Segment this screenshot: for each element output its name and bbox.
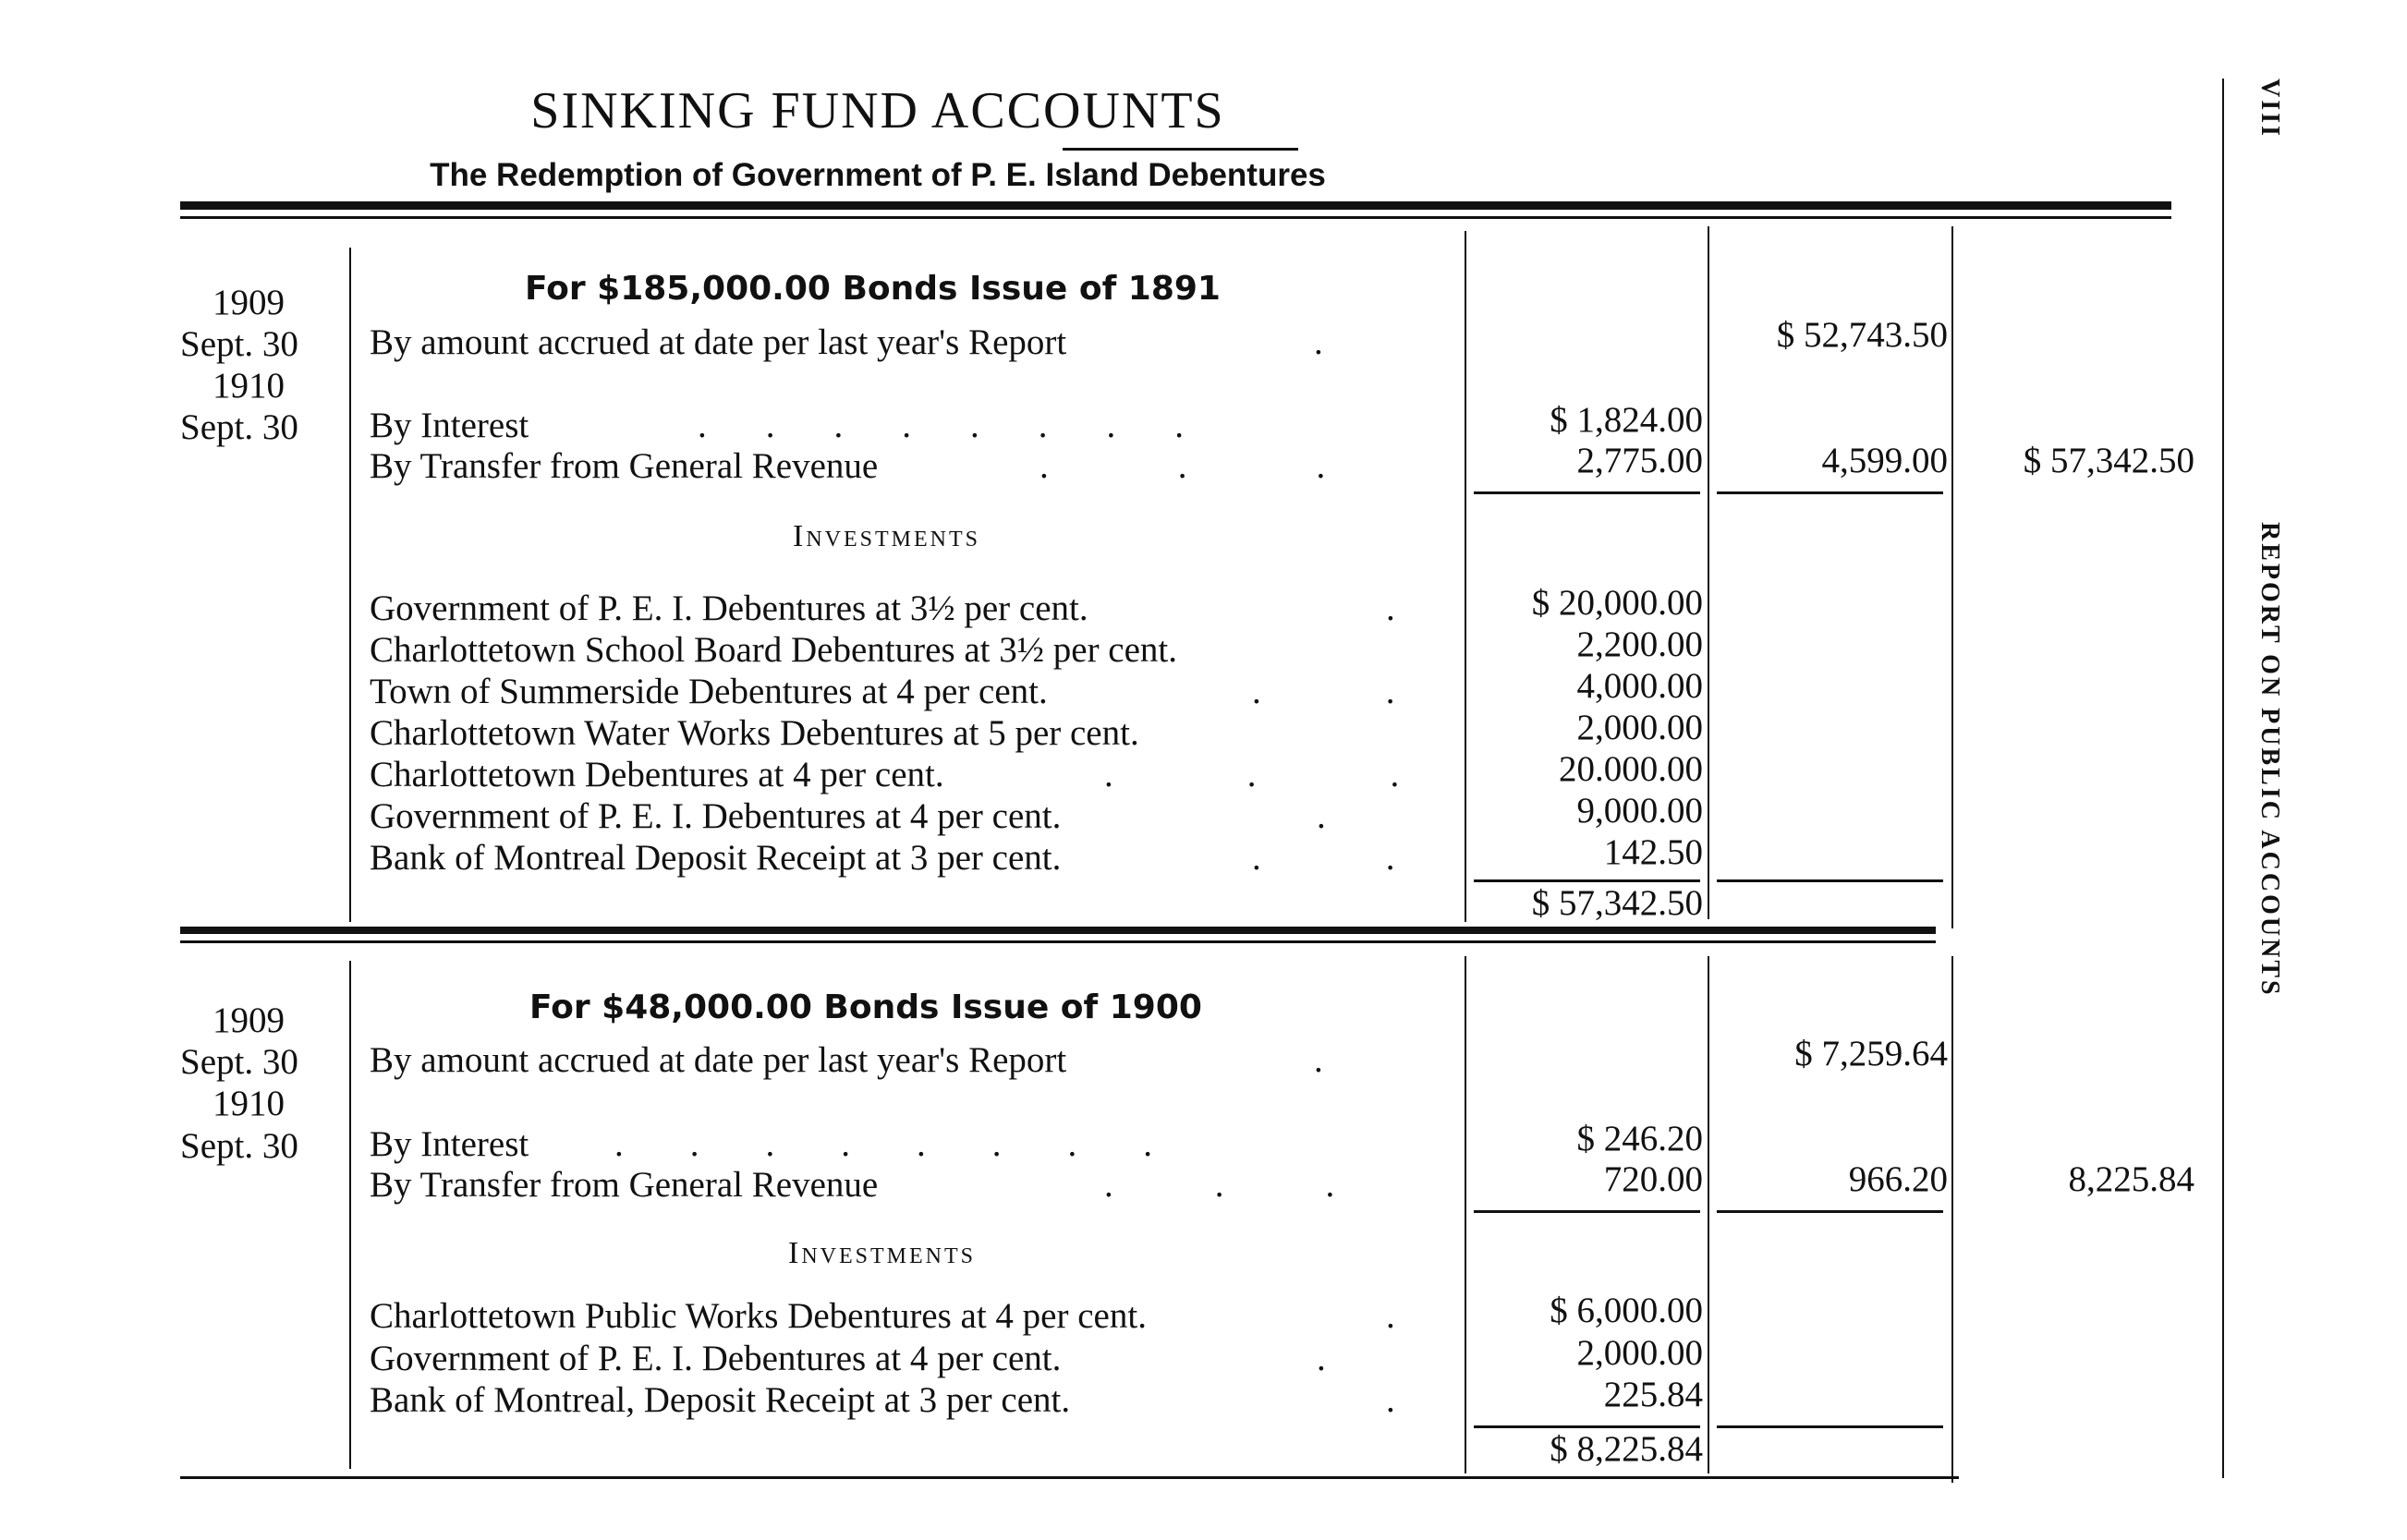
investments-heading: Investments	[793, 519, 980, 553]
leader-dots: .	[1317, 796, 1326, 836]
investments-total: $ 57,342.50	[1531, 883, 1703, 923]
top-thick-rule	[180, 201, 2171, 210]
accrued-label: By amount accrued at date per last year's Report	[370, 322, 1067, 362]
investment-item: Government of P. E. I. Debentures at 4 per cent.	[370, 1339, 1062, 1378]
leader-dots: ...	[1039, 446, 1455, 486]
leader-dots: .	[1317, 1339, 1326, 1378]
year-label: 1910	[213, 366, 285, 406]
investments-total: $ 8,225.84	[1550, 1429, 1703, 1469]
investment-item: Charlottetown School Board Debentures at 3½ per cent.	[370, 630, 1178, 670]
investment-item: Charlottetown Public Works Debentures at 4 per cent.	[370, 1296, 1147, 1336]
subtotal-amount: 966.20	[1848, 1159, 1948, 1199]
investment-amount: 225.84	[1603, 1375, 1703, 1414]
investment-item: Government of P. E. I. Debentures at 3½ per cent.	[370, 588, 1088, 628]
investment-amount: $ 6,000.00	[1550, 1291, 1703, 1330]
date-label: Sept. 30	[180, 1042, 298, 1082]
leader-dots: ..	[1252, 672, 1520, 711]
investment-amount: 2,000.00	[1576, 1333, 1703, 1373]
total-column-rule	[1951, 956, 1953, 1483]
margin-rule	[2222, 79, 2224, 1478]
investment-item: Government of P. E. I. Debentures at 4 per cent.	[370, 796, 1062, 836]
sum-rule	[1474, 491, 1700, 494]
page-subtitle: The Redemption of Government of P. E. Island Debentures	[430, 157, 1326, 193]
year-label: 1909	[213, 283, 285, 322]
accrued-amount: $ 52,743.50	[1776, 315, 1948, 355]
accrued-label: By amount accrued at date per last year's Report	[370, 1040, 1067, 1080]
sum-rule	[1717, 879, 1943, 882]
transfer-amount: 720.00	[1603, 1159, 1703, 1199]
leader-dots: .	[1314, 322, 1323, 362]
leader-dots: ........	[614, 1124, 1219, 1164]
leader-dots: .	[1386, 1380, 1395, 1420]
year-label: 1910	[213, 1084, 285, 1123]
date-label: Sept. 30	[180, 407, 298, 447]
investment-item: Charlottetown Water Works Debentures at 5 per cent.	[370, 713, 1139, 753]
leader-dots: .	[1314, 1040, 1323, 1080]
total-column-rule	[1951, 226, 1953, 928]
total-amount: 8,225.84	[2068, 1159, 2194, 1199]
leader-dots: ...	[1104, 755, 1534, 794]
date-column-rule	[349, 961, 351, 1469]
investment-item: Charlottetown Debentures at 4 per cent.	[370, 755, 944, 794]
detail-column-rule	[1465, 231, 1466, 922]
page-number: VIII	[2255, 79, 2284, 139]
interest-amount: $ 1,824.00	[1550, 400, 1703, 440]
leader-dots: ........	[698, 406, 1243, 445]
interest-label: By Interest	[370, 406, 529, 445]
investment-amount: 142.50	[1603, 832, 1703, 872]
investment-amount: 2,000.00	[1576, 708, 1703, 747]
interest-label: By Interest	[370, 1124, 529, 1164]
leader-dots: .	[1386, 1296, 1395, 1336]
date-column-rule	[349, 248, 351, 922]
investment-amount: 2,200.00	[1576, 624, 1703, 664]
title-underline	[1063, 148, 1298, 151]
subtotal-column-rule	[1708, 226, 1709, 919]
sum-rule	[1717, 491, 1943, 494]
investments-heading: Investments	[788, 1236, 976, 1270]
leader-dots: ..	[1252, 838, 1520, 878]
transfer-label: By Transfer from General Revenue	[370, 446, 879, 486]
subtotal-amount: 4,599.00	[1821, 441, 1948, 480]
investment-item: Bank of Montreal Deposit Receipt at 3 per cent.	[370, 838, 1062, 878]
bottom-rule	[180, 1476, 1959, 1479]
running-title: REPORT ON PUBLIC ACCOUNTS	[2255, 522, 2284, 998]
sum-rule	[1717, 1425, 1943, 1428]
sum-rule	[1474, 1210, 1700, 1213]
transfer-label: By Transfer from General Revenue	[370, 1165, 879, 1205]
investment-amount: $ 20,000.00	[1531, 583, 1703, 623]
section-divider-thick	[180, 927, 1936, 934]
leader-dots: ...	[1104, 1165, 1437, 1205]
subtotal-column-rule	[1708, 956, 1709, 1473]
date-label: Sept. 30	[180, 324, 298, 364]
investment-item: Town of Summerside Debentures at 4 per cent.	[370, 672, 1048, 711]
top-thin-rule	[180, 216, 2171, 219]
investment-item: Bank of Montreal, Deposit Receipt at 3 per cent.	[370, 1380, 1071, 1420]
leader-dots: .	[1386, 588, 1395, 628]
detail-column-rule	[1465, 956, 1466, 1473]
date-label: Sept. 30	[180, 1126, 298, 1166]
investment-amount: 9,000.00	[1576, 791, 1703, 831]
page-title: SINKING FUND ACCOUNTS	[530, 82, 1225, 139]
interest-amount: $ 246.20	[1576, 1119, 1703, 1158]
section-divider-thin	[180, 940, 1936, 943]
section-heading: For $48,000.00 Bonds Issue of 1900	[529, 988, 1202, 1026]
transfer-amount: 2,775.00	[1576, 441, 1703, 480]
investment-amount: 20.000.00	[1559, 749, 1703, 789]
investment-amount: 4,000.00	[1576, 666, 1703, 706]
total-amount: $ 57,342.50	[2023, 441, 2194, 480]
year-label: 1909	[213, 1000, 285, 1040]
sum-rule	[1717, 1210, 1943, 1213]
accrued-amount: $ 7,259.64	[1794, 1034, 1948, 1073]
section-heading: For $185,000.00 Bonds Issue of 1891	[525, 270, 1221, 308]
